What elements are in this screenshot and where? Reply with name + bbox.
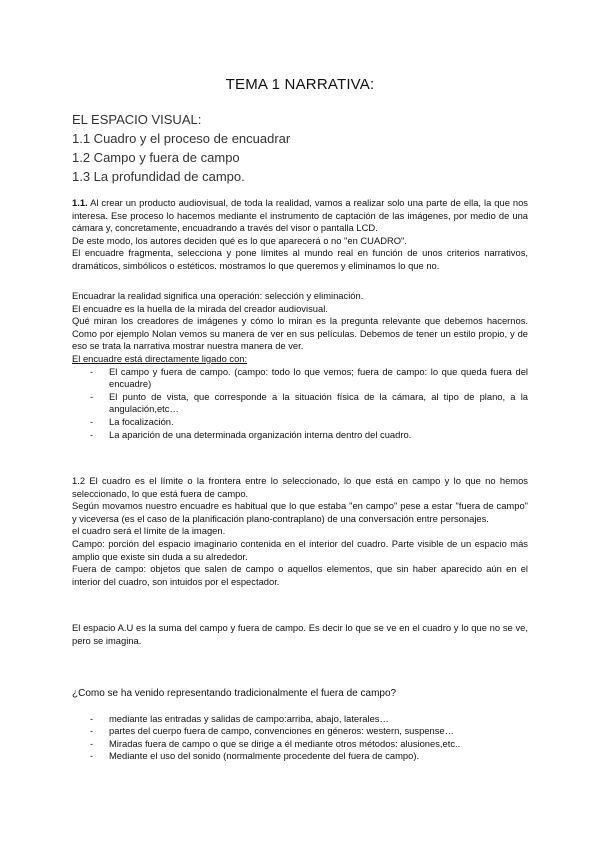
list-item: - mediante las entradas y salidas de campo:arriba, abajo, laterales… bbox=[72, 713, 528, 726]
bullet-list bbox=[72, 713, 528, 763]
toc-item: 1.2 Campo y fuera de campo bbox=[72, 150, 240, 165]
paragraph: el cuadro será el límite de la imagen. bbox=[72, 525, 226, 537]
list-item: - partes del cuerpo fuera de campo, convenciones en géneros: western, suspense… bbox=[72, 725, 528, 738]
paragraph: Fuera de campo: objetos que salen de campo o aquellos elementos, que sin haber aparecido aún en el interior del cuadro, son intuidos por el espectador. bbox=[72, 563, 528, 587]
question-heading: ¿Como se ha venido representando tradicionalmente el fuera de campo? bbox=[72, 688, 397, 699]
underlined-heading: El encuadre está directamente ligado con: bbox=[72, 352, 248, 364]
section-fuera-de-campo bbox=[72, 688, 528, 763]
toc-item: 1.3 La profundidad de campo. bbox=[72, 169, 245, 184]
toc-item: 1.1 Cuadro y el proceso de encuadrar bbox=[72, 131, 291, 146]
paragraph: Qué miran los creadores de imágenes y cómo lo miran es la pregunta relevante que debemos hacernos. Como por ejemplo Nolan vemos su manera de ver en sus películas. Debemos de tener un estilo propio, y de eso se trata la narrativa mostrar nuestra manera de ver. bbox=[72, 315, 528, 352]
list-item: - Miradas fuera de campo o que se dirige a él mediante otros métodos: alusiones,etc.. bbox=[72, 738, 528, 751]
list-item: - El campo y fuera de campo. (campo: todo lo que vemos; fuera de campo: lo que queda fuera del encuadre) bbox=[72, 366, 528, 391]
paragraph: Campo: porción del espacio imaginario contenida en el interior del cuadro. Parte visible de un espacio más amplio que existe sin duda a su alrededor. bbox=[72, 537, 528, 562]
list-item: - Mediante el uso del sonido (normalmente procedente del fuera de campo). bbox=[72, 750, 528, 763]
list-item: - La aparición de una determinada organización interna dentro del cuadro. bbox=[72, 429, 528, 442]
paragraph: El encuadre es la huella de la mirada del creador audiovisual. bbox=[72, 302, 328, 314]
toc-item: EL ESPACIO VISUAL: bbox=[72, 112, 202, 127]
paragraph-text: Al crear un producto audiovisual, de toda la realidad, vamos a realizar solo una parte de ella, la que nos interesa. Ese proceso lo hacemos mediante el instrumento de captación de las imágenes, por medio de una cámara y, concretamente, encuadrando a través del visor o pantalla LCD. bbox=[72, 197, 528, 234]
paragraph: El encuadre fragmenta, selecciona y pone límites al mundo real en función de unos criterios narrativos, dramáticos, simbólicos o estéticos. mostramos lo que queremos y eliminamos lo que no. bbox=[72, 247, 528, 271]
paragraph: Según movamos nuestro encuadre es habitual que lo que estaba "en campo" pese a estar "fuera de campo" y viceversa (es el caso de la planificación plano-contraplano) de una conversación entre personajes. bbox=[72, 500, 528, 524]
bullet-list bbox=[72, 366, 528, 442]
list-item: - La focalización. bbox=[72, 416, 528, 429]
list-item: - El punto de vista, que corresponde a la situación física de la cámara, al tipo de plano, a la angulación,etc… bbox=[72, 391, 528, 416]
section-espacio-au bbox=[72, 622, 528, 647]
table-of-contents bbox=[72, 110, 532, 186]
paragraph bbox=[72, 197, 528, 235]
section-number: 1.1. bbox=[72, 197, 88, 208]
paragraph: De este modo, los autores deciden qué es lo que aparecerá o no "en CUADRO". bbox=[72, 234, 407, 246]
paragraph: Encuadrar la realidad significa una operación: selección y eliminación. bbox=[72, 290, 364, 301]
paragraph: El espacio A.U es la suma del campo y fuera de campo. Es decir lo que se ve en el cuadro y lo que no se ve, pero se imagina. bbox=[72, 622, 528, 646]
document-title: TEMA 1 NARRATIVA: bbox=[225, 76, 375, 93]
section-1-2 bbox=[72, 475, 528, 588]
section-1-1 bbox=[72, 197, 528, 273]
paragraph: 1.2 El cuadro es el límite o la frontera entre lo seleccionado, lo que está en campo y lo que no hemos seleccionado, lo que está fuera de campo. bbox=[72, 475, 528, 499]
section-encuadre bbox=[72, 290, 528, 441]
